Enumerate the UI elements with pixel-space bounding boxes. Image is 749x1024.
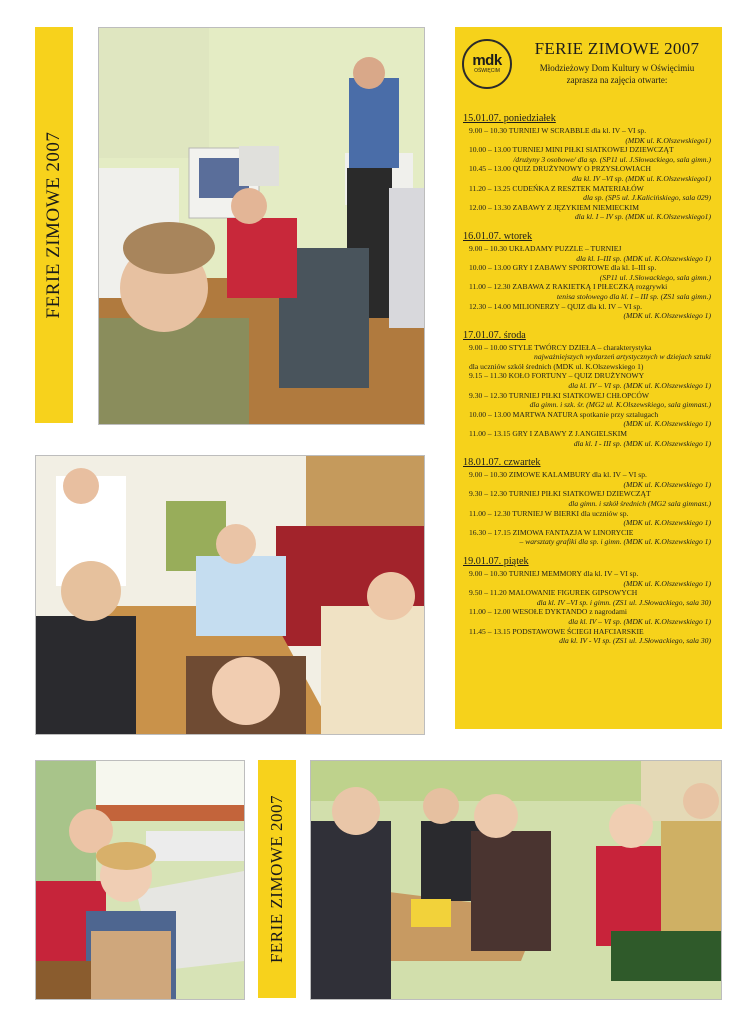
side-label-top-text: FERIE ZIMOWE 2007 (43, 131, 64, 319)
event-line: 10.00 – 13.00 GRY I ZABAWY SPORTOWE dla kl. I–III sp. (469, 263, 657, 273)
schedule-event (463, 489, 715, 508)
event-detail: (MDK ul. K.Olszewskiego1) (625, 135, 711, 145)
schedule-event (463, 184, 715, 203)
event-detail: (SP11 ul. J.Słowackiego, sala gimn.) (599, 272, 711, 282)
schedule-event (463, 282, 715, 301)
schedule-event (463, 343, 715, 362)
mdk-logo-subtext: OŚWIĘCIM (474, 68, 500, 74)
schedule-event (463, 569, 715, 588)
schedule-event (463, 391, 715, 410)
event-detail: (MDK ul. K.Olszewskiego 1) (623, 518, 711, 528)
schedule-event (463, 528, 715, 547)
mdk-logo-text: mdk (472, 52, 502, 69)
photo-two-girls (35, 760, 245, 1000)
event-line: 11.45 – 13.15 PODSTAWOWE ŚCIEGI HAFCIARSKIE (469, 626, 644, 636)
event-line: 10.00 – 13.00 MARTWA NATURA spotkanie przy sztalugach (469, 409, 659, 419)
event-line: 9.00 – 10.00 STYLE TWÓRCY DZIEŁA – charakterystyka (469, 342, 652, 352)
mdk-logo (462, 39, 512, 89)
schedule-day (463, 457, 715, 547)
panel-subtitle-line1: Młodzieżowy Dom Kultury w Oświęcimiu (539, 63, 695, 73)
event-line: 16.30 – 17.15 ZIMOWA FANTAZJA W LINORYCIE (469, 527, 634, 537)
event-line: 10.00 – 13.00 TURNIEJ MINI PIŁKI SIATKOWEJ DZIEWCZĄT (469, 145, 674, 155)
event-line: 11.20 – 13.25 CUDEŃKA Z RESZTEK MATERIAŁÓW (469, 183, 644, 193)
event-line: dla uczniów szkół średnich (MDK ul. K.Olszewskiego 1) (469, 361, 644, 371)
event-line: 11.00 – 12.30 ZABAWA Z RAKIETKĄ I PIŁECZKĄ rozgrywki (469, 282, 668, 292)
event-detail: dla kl. IV – VI sp. (MDK ul. K.Olszewskiego 1) (568, 616, 711, 626)
event-detail: /drużyny 3 osobowe/ dla sp. (SP11 ul. J.Słowackiego, sala gimn.) (513, 154, 711, 164)
schedule-event (463, 607, 715, 626)
schedule-event (463, 470, 715, 489)
event-detail: dla gimn. i szk. śr. (MG2 ul. K.Olszewskiego, sala gimnast.) (529, 400, 711, 410)
event-line: 9.00 – 10.30 TURNIEJ W SCRABBLE dla kl. IV – VI sp. (469, 126, 647, 135)
day-header: 16.01.07. wtorek (463, 230, 533, 242)
event-line: 12.30 – 14.00 MILIONERZY – QUIZ dla kl. IV – VI sp. (469, 301, 643, 311)
event-line: 11.00 – 12.30 TURNIEJ W BIERKI dla uczniów sp. (469, 508, 629, 518)
schedule-event (463, 362, 715, 372)
schedule-event (463, 509, 715, 528)
schedule-day (463, 556, 715, 646)
event-line: 9.00 – 10.30 TURNIEJ MEMMORY dla kl. IV – VI sp. (469, 568, 639, 578)
day-header: 19.01.07. piątek (463, 555, 529, 567)
schedule-event (463, 263, 715, 282)
event-detail: – warsztaty grafiki dla sp. i gimn. (MDK ul. K.Olszewskiego 1) (519, 537, 711, 547)
panel-title: FERIE ZIMOWE 2007 (534, 39, 700, 58)
day-header: 18.01.07. czwartek (463, 457, 541, 469)
panel-subtitle (517, 62, 717, 86)
schedule-day (463, 231, 715, 321)
event-detail: dla kl. I–III sp. (MDK ul. K.Olszewskiego 1) (576, 253, 711, 263)
schedule-event (463, 302, 715, 321)
side-label-bottom-text: FERIE ZIMOWE 2007 (267, 794, 286, 964)
schedule-day (463, 113, 715, 222)
panel-subtitle-line2: zaprasza na zajęcia otwarte: (566, 75, 668, 85)
day-header: 17.01.07. środa (463, 329, 526, 341)
event-detail: dla kl. IV –VI sp. (MDK ul. K.Olszewskiego1) (572, 173, 711, 183)
schedule-event (463, 371, 715, 390)
event-detail: (MDK ul. K.Olszewskiego 1) (623, 311, 711, 321)
schedule-event (463, 244, 715, 263)
event-detail: (MDK ul. K.Olszewskiego 1) (623, 578, 711, 588)
event-detail: tenisa stołowego dla kl. I – III sp. (ZS1 sala gimn.) (556, 291, 711, 301)
side-label-top (35, 27, 73, 423)
schedule-event (463, 410, 715, 429)
photo-board-games (35, 455, 425, 735)
schedule-event (463, 429, 715, 448)
photo-computer-room (98, 27, 425, 425)
schedule-event (463, 126, 715, 145)
event-detail: (MDK ul. K.Olszewskiego 1) (623, 419, 711, 429)
photo-classroom-group (310, 760, 722, 1000)
event-detail: dla kl. IV –VI sp. i gimn. (ZS1 ul. J.Słowackiego, sala 30) (536, 597, 711, 607)
schedule-event (463, 627, 715, 646)
event-line: 9.00 – 10.30 ZIMOWE KALAMBURY dla kl. IV – VI sp. (469, 470, 647, 480)
event-detail: dla kl. IV – VI sp. (MDK ul. K.Olszewskiego 1) (568, 381, 711, 391)
event-line: 12.00 – 13.30 ZABAWY Z JĘZYKIEM NIEMIECKIM (469, 202, 639, 212)
event-line: 9.30 – 12.30 TURNIEJ PIŁKI SIATKOWEJ DZIEWCZĄT (469, 489, 651, 499)
side-label-bottom (258, 760, 296, 998)
schedule-day (463, 330, 715, 449)
event-line: 11.00 – 12.00 WESOŁE DYKTANDO z nagrodami (469, 607, 627, 617)
day-header: 15.01.07. poniedziałek (463, 113, 556, 124)
schedule-event (463, 588, 715, 607)
schedule-days (463, 113, 715, 655)
event-line: 9.00 – 10.30 UKŁADAMY PUZZLE – TURNIEJ (469, 243, 622, 253)
schedule-panel (455, 27, 722, 729)
schedule-event (463, 203, 715, 222)
event-line: 9.50 – 11.20 MALOWANIE FIGUREK GIPSOWYCH (469, 588, 638, 598)
event-detail: dla kl. I - III sp. (MDK ul. K.Olszewskiego 1) (573, 438, 711, 448)
event-detail: dla gimn. i szkół średnich (MG2 sala gimnast.) (568, 499, 711, 508)
schedule-event (463, 145, 715, 164)
event-line: 11.00 – 13.15 GRY I ZABAWY Z J.ANGIELSKIM (469, 429, 628, 439)
schedule-event (463, 164, 715, 183)
event-detail: (MDK ul. K.Olszewskiego 1) (623, 479, 711, 489)
event-line: 9.30 – 12.30 TURNIEJ PIŁKI SIATKOWEJ CHŁOPCÓW (469, 390, 649, 400)
event-detail: najważniejszych wydarzeń artystycznych w dziejach sztuki (534, 352, 711, 362)
event-detail: dla kl. I – IV sp. (MDK ul. K.Olszewskiego1) (574, 212, 711, 222)
event-detail: dla sp. (SP5 ul. J.Kalicińskiego, sala 029) (583, 193, 711, 203)
event-line: 9.15 – 11.30 KOŁO FORTUNY – QUIZ DRUŻYNOWY (469, 371, 645, 381)
event-line: 10.45 – 13.00 QUIZ DRUŻYNOWY O PRZYSŁOWIACH (469, 164, 651, 174)
event-detail: dla kl. IV - VI sp. (ZS1 ul. J.Słowackiego, sala 30) (559, 636, 711, 646)
